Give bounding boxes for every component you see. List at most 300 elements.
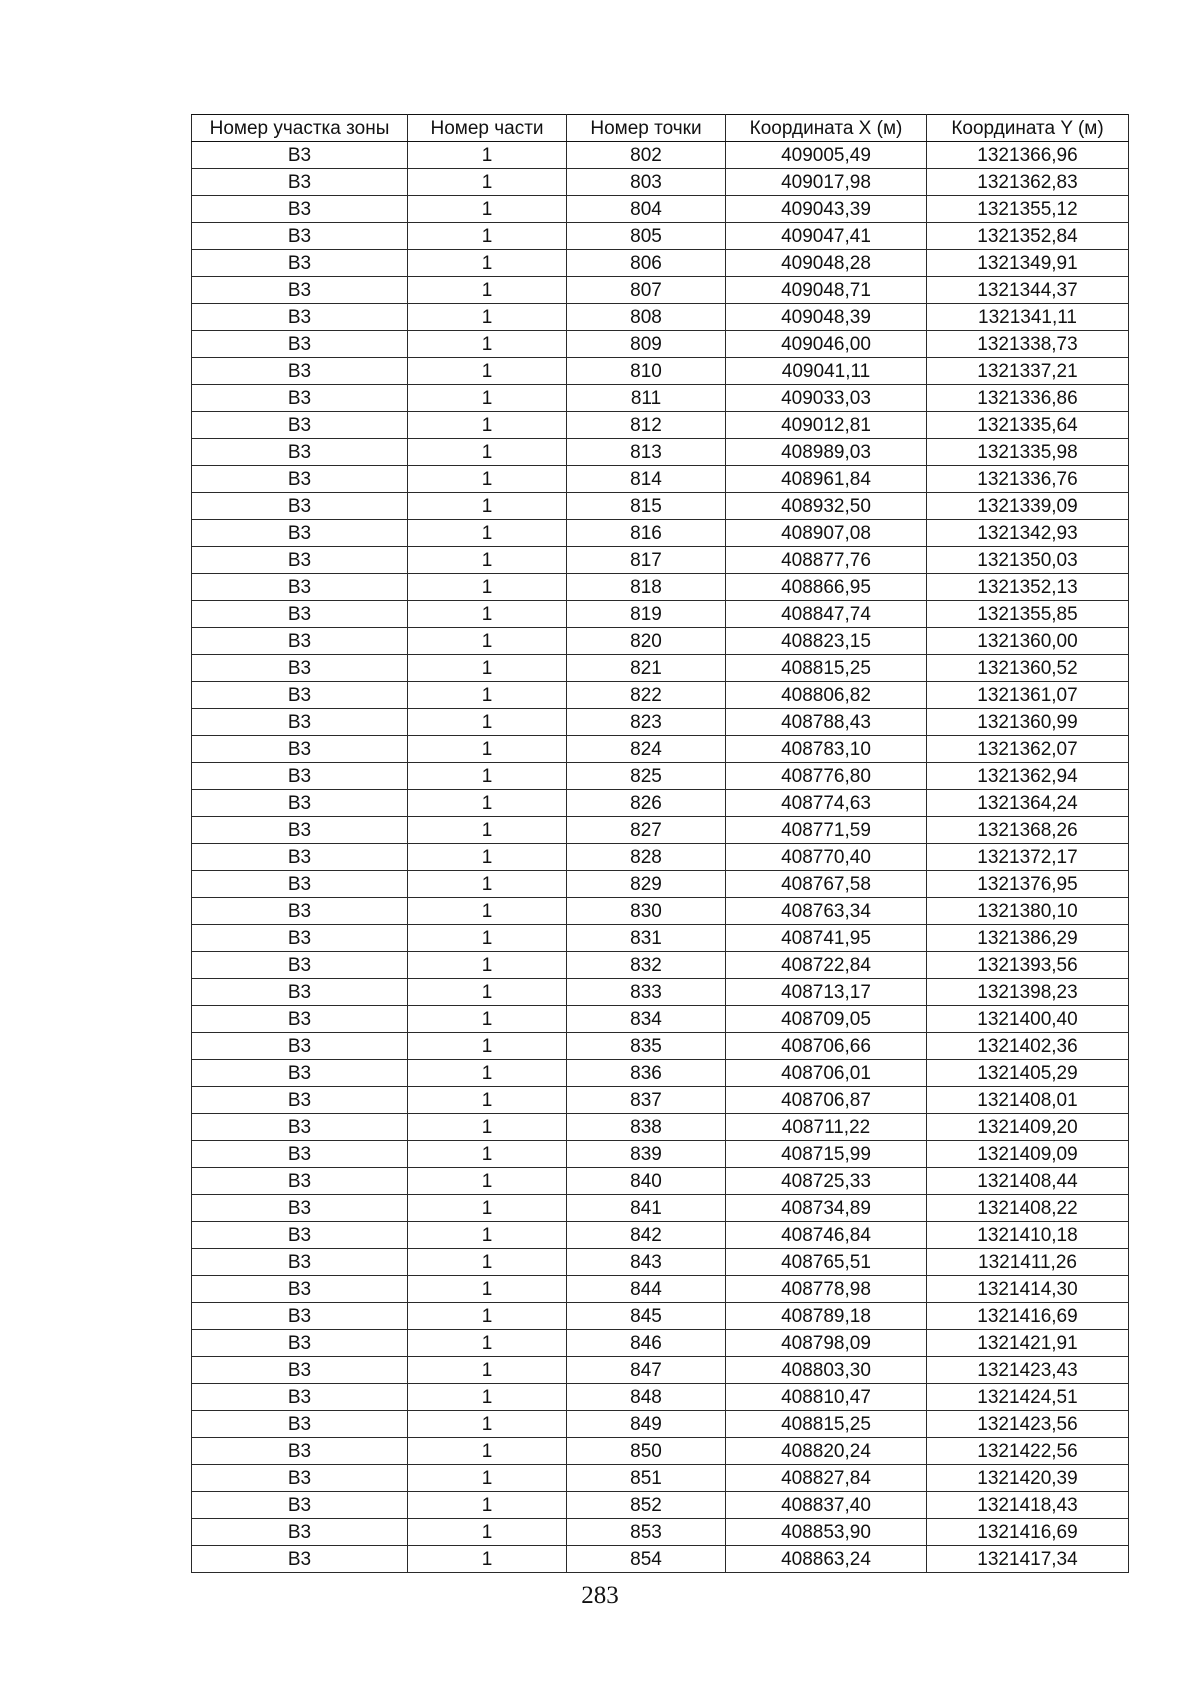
cell-part-number: 1 bbox=[408, 520, 567, 547]
cell-coordinate-y: 1321422,56 bbox=[927, 1438, 1129, 1465]
cell-zone-section: В3 bbox=[192, 1087, 408, 1114]
cell-point-number: 814 bbox=[567, 466, 726, 493]
cell-coordinate-x: 409046,00 bbox=[726, 331, 927, 358]
cell-coordinate-x: 408823,15 bbox=[726, 628, 927, 655]
cell-part-number: 1 bbox=[408, 331, 567, 358]
cell-point-number: 842 bbox=[567, 1222, 726, 1249]
table-row bbox=[192, 223, 1129, 250]
cell-coordinate-y: 1321423,56 bbox=[927, 1411, 1129, 1438]
cell-coordinate-y: 1321361,07 bbox=[927, 682, 1129, 709]
cell-zone-section: В3 bbox=[192, 466, 408, 493]
cell-zone-section: В3 bbox=[192, 1465, 408, 1492]
cell-point-number: 815 bbox=[567, 493, 726, 520]
header-point-number: Номер точки bbox=[567, 115, 726, 142]
cell-coordinate-x: 408820,24 bbox=[726, 1438, 927, 1465]
table-row bbox=[192, 169, 1129, 196]
cell-point-number: 828 bbox=[567, 844, 726, 871]
cell-part-number: 1 bbox=[408, 196, 567, 223]
cell-coordinate-x: 408863,24 bbox=[726, 1546, 927, 1573]
table-row bbox=[192, 547, 1129, 574]
table-row bbox=[192, 412, 1129, 439]
table-row bbox=[192, 601, 1129, 628]
cell-point-number: 840 bbox=[567, 1168, 726, 1195]
cell-zone-section: В3 bbox=[192, 1276, 408, 1303]
cell-coordinate-y: 1321418,43 bbox=[927, 1492, 1129, 1519]
cell-coordinate-x: 408907,08 bbox=[726, 520, 927, 547]
cell-zone-section: В3 bbox=[192, 1168, 408, 1195]
cell-point-number: 847 bbox=[567, 1357, 726, 1384]
cell-part-number: 1 bbox=[408, 385, 567, 412]
table-header bbox=[192, 115, 1129, 142]
cell-point-number: 854 bbox=[567, 1546, 726, 1573]
table-row bbox=[192, 574, 1129, 601]
cell-coordinate-x: 408827,84 bbox=[726, 1465, 927, 1492]
cell-zone-section: В3 bbox=[192, 493, 408, 520]
table-row bbox=[192, 358, 1129, 385]
cell-point-number: 836 bbox=[567, 1060, 726, 1087]
cell-point-number: 816 bbox=[567, 520, 726, 547]
cell-coordinate-x: 408815,25 bbox=[726, 1411, 927, 1438]
table-row bbox=[192, 1357, 1129, 1384]
cell-part-number: 1 bbox=[408, 736, 567, 763]
cell-coordinate-y: 1321355,85 bbox=[927, 601, 1129, 628]
table-row bbox=[192, 1060, 1129, 1087]
table-row bbox=[192, 736, 1129, 763]
cell-point-number: 837 bbox=[567, 1087, 726, 1114]
cell-part-number: 1 bbox=[408, 1438, 567, 1465]
cell-part-number: 1 bbox=[408, 439, 567, 466]
cell-zone-section: В3 bbox=[192, 277, 408, 304]
table-row bbox=[192, 925, 1129, 952]
cell-part-number: 1 bbox=[408, 1303, 567, 1330]
cell-coordinate-x: 408741,95 bbox=[726, 925, 927, 952]
cell-coordinate-x: 408709,05 bbox=[726, 1006, 927, 1033]
table-row bbox=[192, 817, 1129, 844]
cell-point-number: 804 bbox=[567, 196, 726, 223]
table-row bbox=[192, 979, 1129, 1006]
cell-point-number: 812 bbox=[567, 412, 726, 439]
cell-part-number: 1 bbox=[408, 844, 567, 871]
cell-zone-section: В3 bbox=[192, 304, 408, 331]
cell-point-number: 835 bbox=[567, 1033, 726, 1060]
cell-zone-section: В3 bbox=[192, 898, 408, 925]
cell-point-number: 802 bbox=[567, 142, 726, 169]
cell-point-number: 808 bbox=[567, 304, 726, 331]
cell-coordinate-y: 1321344,37 bbox=[927, 277, 1129, 304]
header-coordinate-x: Координата X (м) bbox=[726, 115, 927, 142]
cell-zone-section: В3 bbox=[192, 1006, 408, 1033]
cell-zone-section: В3 bbox=[192, 1114, 408, 1141]
cell-part-number: 1 bbox=[408, 466, 567, 493]
cell-part-number: 1 bbox=[408, 1384, 567, 1411]
cell-part-number: 1 bbox=[408, 1168, 567, 1195]
cell-coordinate-y: 1321410,18 bbox=[927, 1222, 1129, 1249]
cell-coordinate-y: 1321400,40 bbox=[927, 1006, 1129, 1033]
cell-coordinate-y: 1321364,24 bbox=[927, 790, 1129, 817]
table-row bbox=[192, 682, 1129, 709]
cell-zone-section: В3 bbox=[192, 223, 408, 250]
cell-zone-section: В3 bbox=[192, 952, 408, 979]
cell-coordinate-y: 1321402,36 bbox=[927, 1033, 1129, 1060]
cell-zone-section: В3 bbox=[192, 169, 408, 196]
table-row bbox=[192, 493, 1129, 520]
cell-coordinate-y: 1321336,86 bbox=[927, 385, 1129, 412]
table-row bbox=[192, 331, 1129, 358]
cell-coordinate-y: 1321341,11 bbox=[927, 304, 1129, 331]
cell-zone-section: В3 bbox=[192, 520, 408, 547]
cell-zone-section: В3 bbox=[192, 574, 408, 601]
cell-part-number: 1 bbox=[408, 979, 567, 1006]
cell-coordinate-y: 1321368,26 bbox=[927, 817, 1129, 844]
cell-zone-section: В3 bbox=[192, 142, 408, 169]
cell-coordinate-x: 409048,28 bbox=[726, 250, 927, 277]
cell-coordinate-y: 1321355,12 bbox=[927, 196, 1129, 223]
cell-coordinate-x: 408810,47 bbox=[726, 1384, 927, 1411]
cell-part-number: 1 bbox=[408, 1330, 567, 1357]
cell-point-number: 838 bbox=[567, 1114, 726, 1141]
cell-zone-section: В3 bbox=[192, 331, 408, 358]
cell-coordinate-x: 408706,66 bbox=[726, 1033, 927, 1060]
cell-zone-section: В3 bbox=[192, 439, 408, 466]
cell-part-number: 1 bbox=[408, 547, 567, 574]
cell-coordinate-x: 408725,33 bbox=[726, 1168, 927, 1195]
cell-coordinate-y: 1321362,07 bbox=[927, 736, 1129, 763]
cell-coordinate-y: 1321350,03 bbox=[927, 547, 1129, 574]
cell-zone-section: В3 bbox=[192, 655, 408, 682]
cell-coordinate-y: 1321408,01 bbox=[927, 1087, 1129, 1114]
cell-coordinate-x: 408788,43 bbox=[726, 709, 927, 736]
cell-coordinate-x: 409041,11 bbox=[726, 358, 927, 385]
cell-coordinate-x: 408815,25 bbox=[726, 655, 927, 682]
cell-coordinate-x: 408798,09 bbox=[726, 1330, 927, 1357]
cell-part-number: 1 bbox=[408, 1114, 567, 1141]
cell-point-number: 813 bbox=[567, 439, 726, 466]
cell-coordinate-x: 408711,22 bbox=[726, 1114, 927, 1141]
cell-coordinate-y: 1321416,69 bbox=[927, 1519, 1129, 1546]
cell-coordinate-x: 408989,03 bbox=[726, 439, 927, 466]
cell-zone-section: В3 bbox=[192, 601, 408, 628]
cell-part-number: 1 bbox=[408, 1006, 567, 1033]
cell-zone-section: В3 bbox=[192, 1438, 408, 1465]
table-row bbox=[192, 1519, 1129, 1546]
cell-coordinate-y: 1321386,29 bbox=[927, 925, 1129, 952]
page-number: 283 bbox=[581, 1582, 619, 1609]
cell-coordinate-x: 408722,84 bbox=[726, 952, 927, 979]
cell-zone-section: В3 bbox=[192, 1141, 408, 1168]
cell-point-number: 848 bbox=[567, 1384, 726, 1411]
cell-point-number: 830 bbox=[567, 898, 726, 925]
cell-point-number: 834 bbox=[567, 1006, 726, 1033]
cell-coordinate-x: 408767,58 bbox=[726, 871, 927, 898]
cell-part-number: 1 bbox=[408, 1060, 567, 1087]
cell-zone-section: В3 bbox=[192, 1222, 408, 1249]
cell-point-number: 821 bbox=[567, 655, 726, 682]
cell-coordinate-y: 1321335,64 bbox=[927, 412, 1129, 439]
cell-part-number: 1 bbox=[408, 304, 567, 331]
cell-point-number: 845 bbox=[567, 1303, 726, 1330]
table-row bbox=[192, 1492, 1129, 1519]
cell-zone-section: В3 bbox=[192, 547, 408, 574]
table-row bbox=[192, 1411, 1129, 1438]
cell-point-number: 827 bbox=[567, 817, 726, 844]
cell-coordinate-x: 408847,74 bbox=[726, 601, 927, 628]
table-row bbox=[192, 196, 1129, 223]
cell-zone-section: В3 bbox=[192, 736, 408, 763]
cell-coordinate-x: 408763,34 bbox=[726, 898, 927, 925]
cell-point-number: 852 bbox=[567, 1492, 726, 1519]
cell-part-number: 1 bbox=[408, 817, 567, 844]
cell-point-number: 849 bbox=[567, 1411, 726, 1438]
cell-zone-section: В3 bbox=[192, 1519, 408, 1546]
cell-coordinate-x: 409043,39 bbox=[726, 196, 927, 223]
cell-coordinate-y: 1321337,21 bbox=[927, 358, 1129, 385]
cell-part-number: 1 bbox=[408, 709, 567, 736]
cell-zone-section: В3 bbox=[192, 1546, 408, 1573]
cell-part-number: 1 bbox=[408, 871, 567, 898]
cell-part-number: 1 bbox=[408, 1546, 567, 1573]
cell-coordinate-y: 1321409,09 bbox=[927, 1141, 1129, 1168]
table-row bbox=[192, 1303, 1129, 1330]
cell-coordinate-y: 1321420,39 bbox=[927, 1465, 1129, 1492]
cell-part-number: 1 bbox=[408, 898, 567, 925]
cell-part-number: 1 bbox=[408, 412, 567, 439]
cell-point-number: 803 bbox=[567, 169, 726, 196]
cell-zone-section: В3 bbox=[192, 871, 408, 898]
cell-zone-section: В3 bbox=[192, 979, 408, 1006]
cell-coordinate-y: 1321411,26 bbox=[927, 1249, 1129, 1276]
cell-part-number: 1 bbox=[408, 277, 567, 304]
table-row bbox=[192, 1249, 1129, 1276]
cell-part-number: 1 bbox=[408, 169, 567, 196]
cell-point-number: 833 bbox=[567, 979, 726, 1006]
cell-coordinate-x: 408853,90 bbox=[726, 1519, 927, 1546]
cell-coordinate-x: 408776,80 bbox=[726, 763, 927, 790]
table-row bbox=[192, 1438, 1129, 1465]
table-row bbox=[192, 385, 1129, 412]
table-row bbox=[192, 1168, 1129, 1195]
cell-zone-section: В3 bbox=[192, 1195, 408, 1222]
cell-coordinate-x: 408715,99 bbox=[726, 1141, 927, 1168]
cell-zone-section: В3 bbox=[192, 790, 408, 817]
cell-coordinate-y: 1321335,98 bbox=[927, 439, 1129, 466]
cell-part-number: 1 bbox=[408, 1195, 567, 1222]
cell-coordinate-y: 1321417,34 bbox=[927, 1546, 1129, 1573]
cell-coordinate-y: 1321372,17 bbox=[927, 844, 1129, 871]
cell-point-number: 832 bbox=[567, 952, 726, 979]
cell-zone-section: В3 bbox=[192, 1384, 408, 1411]
table-row bbox=[192, 250, 1129, 277]
cell-point-number: 811 bbox=[567, 385, 726, 412]
coordinates-table bbox=[191, 114, 1129, 1573]
cell-zone-section: В3 bbox=[192, 1492, 408, 1519]
cell-zone-section: В3 bbox=[192, 844, 408, 871]
cell-part-number: 1 bbox=[408, 1411, 567, 1438]
cell-coordinate-x: 408806,82 bbox=[726, 682, 927, 709]
cell-point-number: 850 bbox=[567, 1438, 726, 1465]
table-row bbox=[192, 1087, 1129, 1114]
cell-part-number: 1 bbox=[408, 655, 567, 682]
cell-part-number: 1 bbox=[408, 1357, 567, 1384]
cell-coordinate-y: 1321414,30 bbox=[927, 1276, 1129, 1303]
cell-coordinate-x: 408837,40 bbox=[726, 1492, 927, 1519]
cell-coordinate-x: 408713,17 bbox=[726, 979, 927, 1006]
cell-part-number: 1 bbox=[408, 358, 567, 385]
cell-zone-section: В3 bbox=[192, 709, 408, 736]
table-row bbox=[192, 709, 1129, 736]
cell-coordinate-y: 1321360,99 bbox=[927, 709, 1129, 736]
cell-part-number: 1 bbox=[408, 1249, 567, 1276]
cell-part-number: 1 bbox=[408, 1141, 567, 1168]
cell-zone-section: В3 bbox=[192, 1033, 408, 1060]
cell-part-number: 1 bbox=[408, 1465, 567, 1492]
header-coordinate-y: Координата Y (м) bbox=[927, 115, 1129, 142]
cell-zone-section: В3 bbox=[192, 628, 408, 655]
cell-part-number: 1 bbox=[408, 1033, 567, 1060]
cell-coordinate-y: 1321360,00 bbox=[927, 628, 1129, 655]
cell-coordinate-y: 1321405,29 bbox=[927, 1060, 1129, 1087]
cell-part-number: 1 bbox=[408, 1222, 567, 1249]
cell-coordinate-x: 409047,41 bbox=[726, 223, 927, 250]
cell-coordinate-y: 1321398,23 bbox=[927, 979, 1129, 1006]
cell-zone-section: В3 bbox=[192, 682, 408, 709]
table-row bbox=[192, 466, 1129, 493]
cell-zone-section: В3 bbox=[192, 250, 408, 277]
cell-coordinate-y: 1321423,43 bbox=[927, 1357, 1129, 1384]
cell-coordinate-x: 408866,95 bbox=[726, 574, 927, 601]
cell-zone-section: В3 bbox=[192, 925, 408, 952]
cell-coordinate-x: 408789,18 bbox=[726, 1303, 927, 1330]
table-row bbox=[192, 1033, 1129, 1060]
table-row bbox=[192, 1546, 1129, 1573]
cell-part-number: 1 bbox=[408, 493, 567, 520]
cell-coordinate-y: 1321416,69 bbox=[927, 1303, 1129, 1330]
table-row bbox=[192, 1006, 1129, 1033]
cell-zone-section: В3 bbox=[192, 1303, 408, 1330]
cell-part-number: 1 bbox=[408, 790, 567, 817]
cell-coordinate-y: 1321409,20 bbox=[927, 1114, 1129, 1141]
cell-zone-section: В3 bbox=[192, 196, 408, 223]
cell-coordinate-x: 409033,03 bbox=[726, 385, 927, 412]
table-row bbox=[192, 952, 1129, 979]
header-row bbox=[192, 115, 1129, 142]
cell-point-number: 807 bbox=[567, 277, 726, 304]
cell-zone-section: В3 bbox=[192, 358, 408, 385]
cell-point-number: 805 bbox=[567, 223, 726, 250]
cell-coordinate-y: 1321362,94 bbox=[927, 763, 1129, 790]
cell-coordinate-x: 408877,76 bbox=[726, 547, 927, 574]
cell-zone-section: В3 bbox=[192, 1357, 408, 1384]
cell-part-number: 1 bbox=[408, 142, 567, 169]
table-row bbox=[192, 628, 1129, 655]
cell-part-number: 1 bbox=[408, 628, 567, 655]
cell-point-number: 831 bbox=[567, 925, 726, 952]
cell-zone-section: В3 bbox=[192, 817, 408, 844]
cell-point-number: 822 bbox=[567, 682, 726, 709]
cell-coordinate-y: 1321349,91 bbox=[927, 250, 1129, 277]
cell-point-number: 839 bbox=[567, 1141, 726, 1168]
cell-zone-section: В3 bbox=[192, 1330, 408, 1357]
cell-coordinate-y: 1321342,93 bbox=[927, 520, 1129, 547]
cell-zone-section: В3 bbox=[192, 1249, 408, 1276]
cell-part-number: 1 bbox=[408, 763, 567, 790]
table-row bbox=[192, 844, 1129, 871]
cell-point-number: 820 bbox=[567, 628, 726, 655]
cell-point-number: 843 bbox=[567, 1249, 726, 1276]
cell-coordinate-y: 1321366,96 bbox=[927, 142, 1129, 169]
cell-coordinate-y: 1321338,73 bbox=[927, 331, 1129, 358]
table-row bbox=[192, 439, 1129, 466]
table-row bbox=[192, 655, 1129, 682]
cell-point-number: 841 bbox=[567, 1195, 726, 1222]
cell-part-number: 1 bbox=[408, 682, 567, 709]
cell-coordinate-y: 1321376,95 bbox=[927, 871, 1129, 898]
cell-zone-section: В3 bbox=[192, 1411, 408, 1438]
cell-coordinate-x: 409048,39 bbox=[726, 304, 927, 331]
table-row bbox=[192, 1195, 1129, 1222]
cell-coordinate-y: 1321336,76 bbox=[927, 466, 1129, 493]
cell-part-number: 1 bbox=[408, 1519, 567, 1546]
cell-coordinate-x: 408932,50 bbox=[726, 493, 927, 520]
cell-coordinate-y: 1321424,51 bbox=[927, 1384, 1129, 1411]
table-row bbox=[192, 1276, 1129, 1303]
cell-coordinate-y: 1321339,09 bbox=[927, 493, 1129, 520]
table-row bbox=[192, 1384, 1129, 1411]
cell-point-number: 826 bbox=[567, 790, 726, 817]
cell-coordinate-y: 1321380,10 bbox=[927, 898, 1129, 925]
cell-coordinate-x: 408706,01 bbox=[726, 1060, 927, 1087]
table-row bbox=[192, 1222, 1129, 1249]
cell-point-number: 844 bbox=[567, 1276, 726, 1303]
cell-coordinate-x: 409012,81 bbox=[726, 412, 927, 439]
cell-part-number: 1 bbox=[408, 925, 567, 952]
table-row bbox=[192, 1114, 1129, 1141]
table-row bbox=[192, 871, 1129, 898]
header-zone-section-number: Номер участка зоны bbox=[192, 115, 408, 142]
cell-point-number: 824 bbox=[567, 736, 726, 763]
cell-part-number: 1 bbox=[408, 952, 567, 979]
table-row bbox=[192, 1465, 1129, 1492]
table-row bbox=[192, 1330, 1129, 1357]
cell-zone-section: В3 bbox=[192, 1060, 408, 1087]
cell-point-number: 809 bbox=[567, 331, 726, 358]
cell-coordinate-y: 1321362,83 bbox=[927, 169, 1129, 196]
cell-part-number: 1 bbox=[408, 1276, 567, 1303]
cell-point-number: 825 bbox=[567, 763, 726, 790]
cell-coordinate-y: 1321408,44 bbox=[927, 1168, 1129, 1195]
table-row bbox=[192, 763, 1129, 790]
cell-coordinate-x: 408734,89 bbox=[726, 1195, 927, 1222]
cell-coordinate-y: 1321421,91 bbox=[927, 1330, 1129, 1357]
cell-part-number: 1 bbox=[408, 1492, 567, 1519]
table-row bbox=[192, 142, 1129, 169]
cell-coordinate-x: 408770,40 bbox=[726, 844, 927, 871]
cell-coordinate-x: 409017,98 bbox=[726, 169, 927, 196]
cell-point-number: 810 bbox=[567, 358, 726, 385]
cell-coordinate-x: 409048,71 bbox=[726, 277, 927, 304]
cell-coordinate-y: 1321393,56 bbox=[927, 952, 1129, 979]
cell-coordinate-x: 408803,30 bbox=[726, 1357, 927, 1384]
cell-point-number: 851 bbox=[567, 1465, 726, 1492]
cell-point-number: 806 bbox=[567, 250, 726, 277]
cell-coordinate-x: 408774,63 bbox=[726, 790, 927, 817]
cell-coordinate-x: 408771,59 bbox=[726, 817, 927, 844]
cell-point-number: 853 bbox=[567, 1519, 726, 1546]
cell-coordinate-x: 408778,98 bbox=[726, 1276, 927, 1303]
header-part-number: Номер части bbox=[408, 115, 567, 142]
table-row bbox=[192, 304, 1129, 331]
cell-coordinate-y: 1321408,22 bbox=[927, 1195, 1129, 1222]
cell-coordinate-x: 408746,84 bbox=[726, 1222, 927, 1249]
